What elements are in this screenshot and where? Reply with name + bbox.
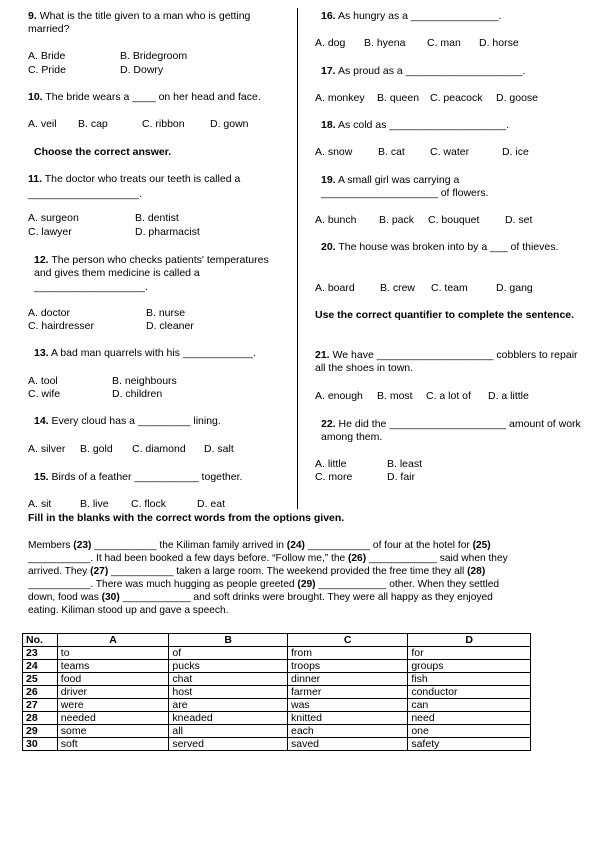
option-d[interactable]: D. pharmacist: [135, 226, 200, 238]
option-c[interactable]: C. diamond: [132, 443, 186, 455]
option-b[interactable]: B. crew: [380, 282, 416, 294]
blank-number: (30): [101, 592, 120, 603]
options-table: [22, 633, 531, 751]
option-b[interactable]: B. dentist: [135, 212, 179, 224]
blank-number: (23): [73, 540, 92, 551]
row-number: 24: [23, 660, 58, 673]
blank-number: (29): [297, 579, 316, 590]
cell-c: from: [287, 647, 407, 660]
option-a[interactable]: A. snow: [315, 146, 353, 158]
question-text: As cold as ____________________.: [337, 119, 510, 131]
cell-a: to: [57, 647, 169, 660]
question-number: 9.: [28, 10, 37, 22]
question-text: A small girl was carrying a: [337, 174, 460, 186]
row-number: 29: [23, 725, 58, 738]
option-d[interactable]: D. gown: [210, 118, 249, 130]
passage-text: ____________ other. When they settled: [315, 579, 500, 590]
blank-number: (28): [467, 566, 486, 577]
question-text: As proud as a ____________________.: [337, 65, 526, 77]
blank-number: (25): [472, 540, 491, 551]
question-22: [321, 418, 591, 444]
option-d[interactable]: D. gang: [496, 282, 533, 294]
option-c[interactable]: C. lawyer: [28, 226, 72, 238]
question-text: Birds of a feather ___________ together.: [51, 471, 243, 483]
option-c[interactable]: C. ribbon: [142, 118, 185, 130]
option-d[interactable]: D. ice: [502, 146, 529, 158]
option-b[interactable]: B. nurse: [146, 307, 186, 319]
question-number: 17.: [321, 65, 336, 77]
option-a[interactable]: A. veil: [28, 118, 57, 130]
question-number: 21.: [315, 349, 330, 361]
passage-text: ___________. It had been booked a few days before. “Follow me,” the: [28, 553, 348, 564]
row-number: 28: [23, 712, 58, 725]
cell-c: dinner: [287, 673, 407, 686]
option-b[interactable]: B. cap: [78, 118, 108, 130]
passage-line-3: [28, 565, 485, 578]
option-a[interactable]: A. tool: [28, 375, 58, 387]
answer-blank[interactable]: ____________________ of flowers.: [321, 187, 489, 199]
cell-c: farmer: [287, 686, 407, 699]
passage-line-2: [28, 552, 508, 565]
table-row: [23, 725, 531, 738]
table-row: [23, 712, 531, 725]
option-a[interactable]: A. bunch: [315, 214, 357, 226]
option-c[interactable]: C. flock: [131, 498, 167, 510]
cell-a: driver: [57, 686, 169, 699]
table-row: [23, 699, 531, 712]
cell-a: soft: [57, 738, 169, 751]
cell-b: pucks: [169, 660, 288, 673]
question-number: 19.: [321, 174, 336, 186]
question-16: [321, 10, 501, 23]
question-text: What is the title given to a man who is getting married?: [28, 10, 251, 35]
question-number: 12.: [34, 254, 49, 266]
blank-number: (26): [348, 553, 367, 564]
question-18: [321, 119, 509, 132]
passage-text: arrived. They: [28, 566, 91, 577]
cell-d: conductor: [408, 686, 531, 699]
cell-b: host: [169, 686, 288, 699]
passage-line-5: [28, 591, 493, 604]
option-a[interactable]: A. little: [315, 458, 347, 470]
passage-text: Members: [28, 540, 74, 551]
option-c[interactable]: C. more: [315, 471, 353, 483]
passage-text: ___________ the Kiliman family arrived in: [91, 540, 287, 551]
row-number: 27: [23, 699, 58, 712]
option-a[interactable]: A. monkey: [315, 92, 365, 104]
question-text: Every cloud has a _________ lining.: [51, 415, 221, 427]
question-19: [321, 174, 459, 187]
question-text: As hungry as a _______________.: [337, 10, 502, 22]
option-c[interactable]: C. peacock: [430, 92, 483, 104]
cell-c: was: [287, 699, 407, 712]
option-c[interactable]: C. hairdresser: [28, 320, 94, 332]
question-15: [34, 471, 242, 484]
option-b[interactable]: B. most: [377, 390, 413, 402]
header-no: No.: [23, 634, 58, 647]
passage-text: ___________. There was much hugging as people greeted: [28, 579, 298, 590]
option-c[interactable]: C. team: [431, 282, 468, 294]
question-12: [34, 254, 284, 280]
option-b[interactable]: B. cat: [378, 146, 405, 158]
cell-d: need: [408, 712, 531, 725]
header-a: A: [57, 634, 169, 647]
option-c[interactable]: C. bouquet: [428, 214, 480, 226]
question-number: 18.: [321, 119, 336, 131]
answer-blank[interactable]: ___________________.: [34, 281, 148, 293]
blank-number: (27): [90, 566, 109, 577]
question-10: [28, 91, 261, 104]
row-number: 30: [23, 738, 58, 751]
option-d[interactable]: D. set: [505, 214, 533, 226]
passage-line-6: eating. Kiliman stood up and gave a speech.: [28, 605, 229, 616]
cell-d: fish: [408, 673, 531, 686]
passage-line-1: [28, 539, 491, 552]
option-a[interactable]: A. enough: [315, 390, 363, 402]
option-c[interactable]: C. wife: [28, 388, 61, 400]
option-d[interactable]: D. children: [112, 388, 163, 400]
cell-c: knitted: [287, 712, 407, 725]
option-a[interactable]: A. surgeon: [28, 212, 79, 224]
passage-line-4: [28, 578, 499, 591]
section-heading-choose: Choose the correct answer.: [34, 146, 172, 158]
table-row: [23, 647, 531, 660]
blank-number: (24): [286, 540, 305, 551]
passage-text: ____________ said when they: [366, 553, 508, 564]
option-b[interactable]: B. hyena: [364, 37, 406, 49]
question-17: [321, 65, 525, 78]
cell-c: each: [287, 725, 407, 738]
option-b[interactable]: B. gold: [80, 443, 113, 455]
question-21: [315, 349, 590, 375]
question-text: The person who checks patients' temperatures and gives them medicine is called a: [34, 254, 269, 279]
option-d[interactable]: D. eat: [197, 498, 226, 510]
cell-d: groups: [408, 660, 531, 673]
option-d[interactable]: D. a little: [488, 390, 529, 402]
option-c[interactable]: C. water: [430, 146, 470, 158]
option-d[interactable]: D. salt: [204, 443, 234, 455]
option-d[interactable]: D. horse: [479, 37, 519, 49]
question-13: [34, 347, 256, 360]
question-number: 22.: [321, 418, 336, 430]
cell-d: safety: [408, 738, 531, 751]
option-a[interactable]: A. board: [315, 282, 355, 294]
option-b[interactable]: B. Bridegroom: [120, 50, 188, 62]
question-9: [28, 10, 283, 36]
option-d[interactable]: D. goose: [496, 92, 539, 104]
option-a[interactable]: A. doctor: [28, 307, 71, 319]
option-a[interactable]: A. Bride: [28, 50, 66, 62]
question-number: 13.: [34, 347, 49, 359]
question-number: 16.: [321, 10, 336, 22]
header-c: C: [287, 634, 407, 647]
option-a[interactable]: A. silver: [28, 443, 66, 455]
question-number: 10.: [28, 91, 43, 103]
option-c[interactable]: C. Pride: [28, 64, 66, 76]
cell-d: one: [408, 725, 531, 738]
option-c[interactable]: C. a lot of: [426, 390, 471, 402]
question-text: The house was broken into by a ___ of thieves.: [338, 241, 559, 253]
question-text: We have ____________________ cobblers to repair all the shoes in town.: [315, 349, 578, 374]
cell-c: troops: [287, 660, 407, 673]
cell-a: needed: [57, 712, 169, 725]
option-d[interactable]: D. Dowry: [120, 64, 164, 76]
cell-a: were: [57, 699, 169, 712]
cell-a: some: [57, 725, 169, 738]
question-text: A bad man quarrels with his ____________.: [50, 347, 256, 359]
table-row: [23, 673, 531, 686]
cell-d: for: [408, 647, 531, 660]
question-number: 20.: [321, 241, 336, 253]
header-d: D: [408, 634, 531, 647]
question-text: The bride wears a ____ on her head and face.: [45, 91, 261, 103]
passage-text: ___________ taken a large room. The weekend provided the free time they all: [108, 566, 468, 577]
table-row: [23, 686, 531, 699]
cell-b: chat: [169, 673, 288, 686]
option-b[interactable]: B. least: [387, 458, 423, 470]
cell-b: served: [169, 738, 288, 751]
row-number: 23: [23, 647, 58, 660]
question-text: The doctor who treats our teeth is called a: [44, 173, 241, 185]
option-b[interactable]: B. live: [80, 498, 109, 510]
table-row: [23, 660, 531, 673]
passage-text: ____________ and soft drinks were brought. They were all happy as they enjoyed: [119, 592, 493, 603]
option-a[interactable]: A. sit: [28, 498, 52, 510]
cell-a: teams: [57, 660, 169, 673]
passage-text: down, food was: [28, 592, 102, 603]
option-b[interactable]: B. queen: [377, 92, 420, 104]
header-b: B: [169, 634, 288, 647]
cell-c: saved: [287, 738, 407, 751]
cell-b: are: [169, 699, 288, 712]
question-14: [34, 415, 221, 428]
option-c[interactable]: C. man: [427, 37, 461, 49]
cell-b: of: [169, 647, 288, 660]
cell-b: kneaded: [169, 712, 288, 725]
question-number: 15.: [34, 471, 49, 483]
option-b[interactable]: B. neighbours: [112, 375, 177, 387]
question-number: 14.: [34, 415, 49, 427]
option-a[interactable]: A. dog: [315, 37, 346, 49]
option-d[interactable]: D. cleaner: [146, 320, 194, 332]
question-text: He did the ____________________ amount of work among them.: [321, 418, 581, 443]
cell-d: can: [408, 699, 531, 712]
table-row: [23, 738, 531, 751]
question-20: [321, 241, 566, 254]
cell-a: food: [57, 673, 169, 686]
question-number: 11.: [28, 173, 43, 185]
table-header-row: [23, 634, 531, 647]
passage-text: ___________ of four at the hotel for: [304, 540, 473, 551]
row-number: 26: [23, 686, 58, 699]
column-divider: [297, 8, 298, 509]
answer-blank[interactable]: ___________________.: [28, 188, 142, 200]
cell-b: all: [169, 725, 288, 738]
row-number: 25: [23, 673, 58, 686]
section-heading-quantifier: Use the correct quantifier to complete the sentence.: [315, 309, 575, 321]
option-d[interactable]: D. fair: [387, 471, 416, 483]
section-heading-fill: Fill in the blanks with the correct words from the options given.: [28, 512, 345, 524]
question-11: [28, 173, 240, 186]
option-b[interactable]: B. pack: [379, 214, 415, 226]
